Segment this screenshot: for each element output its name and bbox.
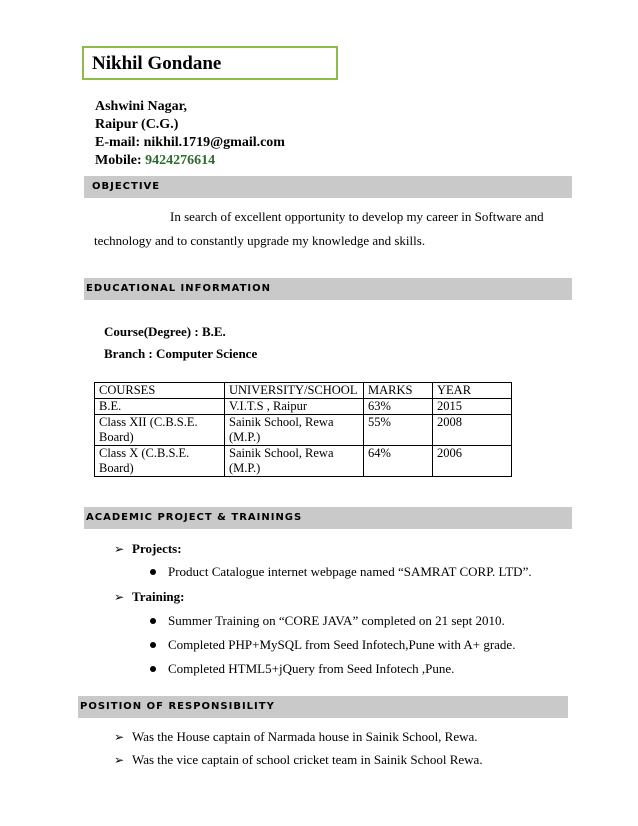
project-item (150, 564, 532, 580)
table-cell: B.E. (95, 399, 225, 415)
column-header: MARKS (364, 383, 433, 399)
training-item (114, 589, 185, 605)
objective-line-1: In search of excellent opportunity to develop my career in Software and (170, 209, 544, 224)
table-cell: 63% (364, 399, 433, 415)
projects-label: Projects: (132, 541, 182, 556)
column-header: COURSES (95, 383, 225, 399)
mobile-label: Mobile: (95, 153, 146, 168)
address-line-2: Raipur (C.G.) (95, 117, 179, 132)
table-row (95, 415, 512, 446)
bullet-icon (150, 618, 156, 624)
objective-heading: OBJECTIVE (84, 176, 572, 198)
education-table (94, 382, 512, 477)
mobile-number: 9424276614 (145, 153, 216, 168)
table-cell: Class XII (C.B.S.E. Board) (95, 415, 225, 446)
responsibility-item (114, 752, 483, 768)
arrow-bullet-icon: ➢ (114, 730, 125, 744)
arrow-bullet-icon: ➢ (114, 590, 125, 604)
table-header-row (95, 383, 512, 399)
address-line-1: Ashwini Nagar, (95, 99, 188, 114)
arrow-bullet-icon: ➢ (114, 753, 125, 767)
table-cell: Class X (C.B.S.E. Board) (95, 446, 225, 477)
course-degree: Course(Degree) : B.E. (104, 324, 226, 339)
column-header: YEAR (433, 383, 512, 399)
contact-block (95, 98, 285, 170)
training-entry-text: Completed PHP+MySQL from Seed Infotech,Pune with A+ grade. (168, 637, 516, 652)
branch: Branch : Computer Science (104, 346, 258, 361)
responsibility-text: Was the vice captain of school cricket team in Sainik School Rewa. (132, 752, 483, 767)
table-cell: 2006 (433, 446, 512, 477)
table-cell: Sainik School, Rewa (M.P.) (225, 415, 364, 446)
training-entry-text: Completed HTML5+jQuery from Seed Infotech ,Pune. (168, 661, 455, 676)
arrow-bullet-icon: ➢ (114, 542, 125, 556)
table-cell: 2015 (433, 399, 512, 415)
table-cell: 55% (364, 415, 433, 446)
table-row (95, 446, 512, 477)
bullet-icon (150, 642, 156, 648)
table-cell: 2008 (433, 415, 512, 446)
candidate-name: Nikhil Gondane (92, 53, 222, 74)
table-cell: 64% (364, 446, 433, 477)
training-label: Training: (132, 589, 185, 604)
training-entry (150, 661, 454, 677)
projects-heading: ACADEMIC PROJECT & TRAININGS (84, 507, 572, 529)
table-cell: V.I.T.S , Raipur (225, 399, 364, 415)
bullet-icon (150, 569, 156, 575)
objective-line-2: technology and to constantly upgrade my knowledge and skills. (94, 233, 426, 248)
table-row (95, 399, 512, 415)
education-heading: EDUCATIONAL INFORMATION (84, 278, 572, 300)
project-item-text: Product Catalogue internet webpage named “SAMRAT CORP. LTD”. (168, 564, 532, 579)
training-entry-text: Summer Training on “CORE JAVA” completed on 21 sept 2010. (168, 613, 505, 628)
responsibility-heading: POSITION OF RESPONSIBILITY (78, 696, 568, 718)
projects-item (114, 541, 182, 557)
responsibility-text: Was the House captain of Narmada house in Sainik School, Rewa. (132, 729, 478, 744)
email-line: E-mail: nikhil.1719@gmail.com (95, 135, 285, 150)
bullet-icon (150, 666, 156, 672)
responsibility-item (114, 729, 478, 745)
mobile-line (95, 152, 285, 170)
column-header: UNIVERSITY/SCHOOL (225, 383, 364, 399)
table-cell: Sainik School, Rewa (M.P.) (225, 446, 364, 477)
training-entry (150, 637, 515, 653)
training-entry (150, 613, 505, 629)
